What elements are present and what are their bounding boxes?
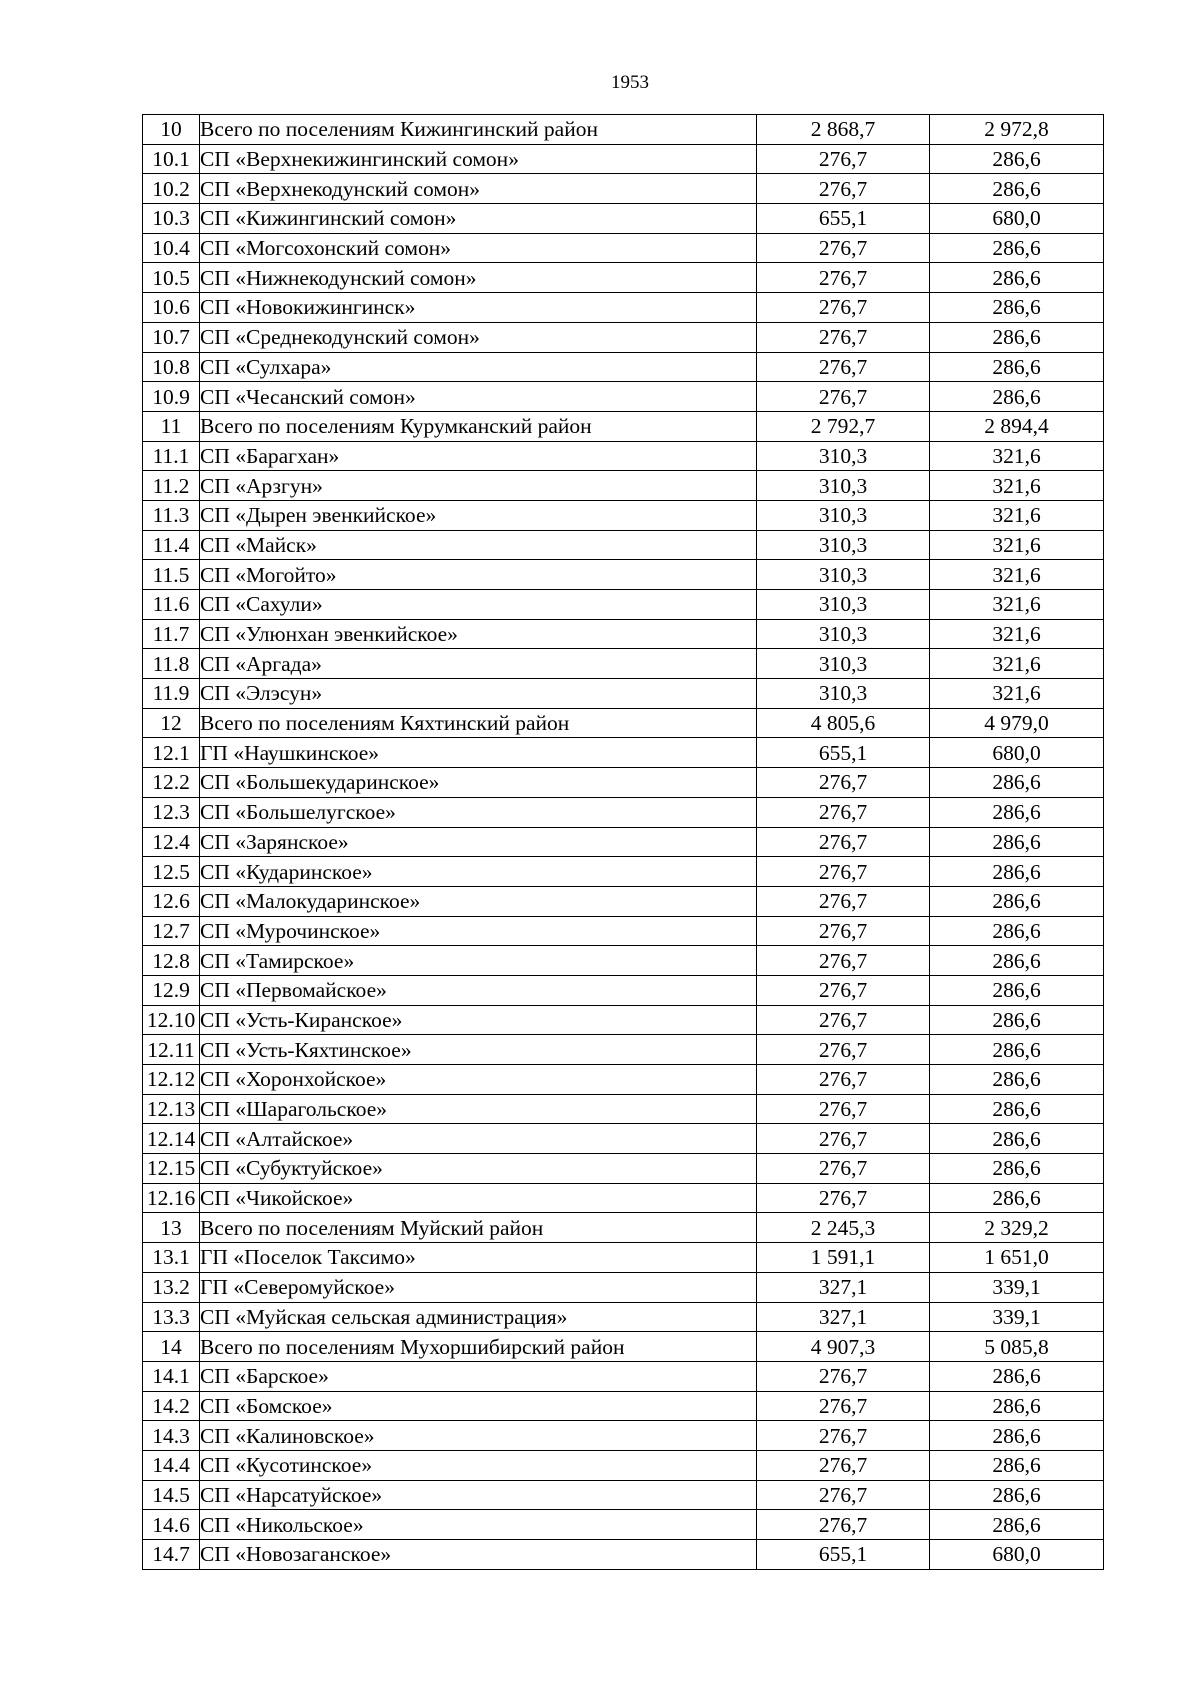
row-number: 11.1 [143, 441, 200, 471]
row-number: 13.3 [143, 1302, 200, 1332]
row-number: 11.2 [143, 471, 200, 501]
value-year-1: 276,7 [757, 768, 930, 798]
value-year-2: 286,6 [930, 1035, 1104, 1065]
row-number: 10.3 [143, 204, 200, 234]
value-year-1: 310,3 [757, 471, 930, 501]
settlement-name: СП «Большекударинское» [200, 768, 757, 798]
table-row [143, 322, 1104, 352]
value-year-1: 276,7 [757, 1005, 930, 1035]
settlement-name: СП «Усть-Кяхтинское» [200, 1035, 757, 1065]
value-year-1: 4 907,3 [757, 1332, 930, 1362]
settlement-name: СП «Кусотинское» [200, 1450, 757, 1480]
row-number: 14.3 [143, 1421, 200, 1451]
value-year-2: 339,1 [930, 1302, 1104, 1332]
table-row [143, 204, 1104, 234]
table-row [143, 1510, 1104, 1540]
value-year-2: 286,6 [930, 352, 1104, 382]
value-year-2: 680,0 [930, 738, 1104, 768]
value-year-1: 276,7 [757, 886, 930, 916]
value-year-1: 1 591,1 [757, 1243, 930, 1273]
settlement-name: СП «Дырен эвенкийское» [200, 500, 757, 530]
table-row [143, 946, 1104, 976]
settlement-name: СП «Элэсун» [200, 679, 757, 709]
row-number: 12.3 [143, 797, 200, 827]
settlement-name: СП «Сулхара» [200, 352, 757, 382]
row-number: 10.8 [143, 352, 200, 382]
table-row [143, 1124, 1104, 1154]
settlement-name: СП «Никольское» [200, 1510, 757, 1540]
settlement-name: ГП «Поселок Таксимо» [200, 1243, 757, 1273]
value-year-1: 276,7 [757, 1124, 930, 1154]
value-year-2: 286,6 [930, 1124, 1104, 1154]
value-year-1: 2 868,7 [757, 115, 930, 145]
value-year-1: 655,1 [757, 738, 930, 768]
table-row [143, 115, 1104, 145]
settlement-name: СП «Могсохонский сомон» [200, 233, 757, 263]
settlement-name: СП «Нарсатуйское» [200, 1480, 757, 1510]
row-number: 10.1 [143, 144, 200, 174]
settlement-name: СП «Новокижингинск» [200, 293, 757, 323]
value-year-2: 321,6 [930, 500, 1104, 530]
row-number: 11.6 [143, 590, 200, 620]
value-year-2: 286,6 [930, 1094, 1104, 1124]
row-number: 14.2 [143, 1391, 200, 1421]
value-year-2: 286,6 [930, 916, 1104, 946]
row-number: 12.1 [143, 738, 200, 768]
value-year-2: 321,6 [930, 471, 1104, 501]
row-number: 11.7 [143, 619, 200, 649]
settlement-name: СП «Хоронхойское» [200, 1065, 757, 1095]
row-number: 12.9 [143, 975, 200, 1005]
settlement-name: СП «Муйская сельская администрация» [200, 1302, 757, 1332]
row-number: 12.12 [143, 1065, 200, 1095]
value-year-1: 327,1 [757, 1302, 930, 1332]
table-row [143, 560, 1104, 590]
row-number: 10.5 [143, 263, 200, 293]
table-row [143, 1213, 1104, 1243]
value-year-2: 286,6 [930, 857, 1104, 887]
value-year-2: 321,6 [930, 619, 1104, 649]
table-body [143, 115, 1104, 1570]
value-year-2: 286,6 [930, 1154, 1104, 1184]
settlement-name: СП «Бомское» [200, 1391, 757, 1421]
table-row [143, 1183, 1104, 1213]
value-year-2: 286,6 [930, 382, 1104, 412]
value-year-2: 321,6 [930, 679, 1104, 709]
settlement-name: Всего по поселениям Курумканский район [200, 411, 757, 441]
value-year-1: 276,7 [757, 1154, 930, 1184]
table-row [143, 1421, 1104, 1451]
row-number: 14.7 [143, 1540, 200, 1570]
value-year-2: 2 972,8 [930, 115, 1104, 145]
table-row [143, 233, 1104, 263]
value-year-1: 276,7 [757, 1421, 930, 1451]
value-year-2: 2 894,4 [930, 411, 1104, 441]
value-year-2: 286,6 [930, 975, 1104, 1005]
value-year-1: 276,7 [757, 382, 930, 412]
table-row [143, 827, 1104, 857]
value-year-1: 276,7 [757, 827, 930, 857]
value-year-2: 286,6 [930, 1421, 1104, 1451]
settlement-name: СП «Майск» [200, 530, 757, 560]
value-year-1: 276,7 [757, 1450, 930, 1480]
settlement-name: СП «Алтайское» [200, 1124, 757, 1154]
value-year-2: 2 329,2 [930, 1213, 1104, 1243]
value-year-2: 286,6 [930, 233, 1104, 263]
value-year-1: 310,3 [757, 530, 930, 560]
settlement-name: СП «Чесанский сомон» [200, 382, 757, 412]
row-number: 14.1 [143, 1361, 200, 1391]
value-year-1: 310,3 [757, 649, 930, 679]
table-row [143, 293, 1104, 323]
value-year-2: 286,6 [930, 1005, 1104, 1035]
value-year-2: 286,6 [930, 293, 1104, 323]
table-row [143, 679, 1104, 709]
row-number: 13 [143, 1213, 200, 1243]
settlement-name: СП «Малокударинское» [200, 886, 757, 916]
value-year-2: 321,6 [930, 560, 1104, 590]
row-number: 14.5 [143, 1480, 200, 1510]
table-row [143, 886, 1104, 916]
table-row [143, 144, 1104, 174]
table-row [143, 857, 1104, 887]
table-row [143, 738, 1104, 768]
table-row [143, 174, 1104, 204]
value-year-2: 286,6 [930, 1183, 1104, 1213]
row-number: 11.3 [143, 500, 200, 530]
table-row [143, 1243, 1104, 1273]
value-year-1: 655,1 [757, 204, 930, 234]
settlement-name: СП «Новозаганское» [200, 1540, 757, 1570]
settlement-name: Всего по поселениям Кяхтинский район [200, 708, 757, 738]
value-year-2: 1 651,0 [930, 1243, 1104, 1273]
row-number: 12.11 [143, 1035, 200, 1065]
value-year-1: 310,3 [757, 590, 930, 620]
value-year-1: 276,7 [757, 946, 930, 976]
value-year-1: 276,7 [757, 1510, 930, 1540]
value-year-2: 339,1 [930, 1272, 1104, 1302]
settlement-name: СП «Арзгун» [200, 471, 757, 501]
value-year-1: 276,7 [757, 263, 930, 293]
row-number: 12.10 [143, 1005, 200, 1035]
value-year-1: 276,7 [757, 797, 930, 827]
settlement-name: СП «Большелугское» [200, 797, 757, 827]
settlement-name: Всего по поселениям Кижингинский район [200, 115, 757, 145]
row-number: 12.14 [143, 1124, 200, 1154]
value-year-2: 321,6 [930, 530, 1104, 560]
value-year-2: 286,6 [930, 144, 1104, 174]
settlement-name: Всего по поселениям Мухоршибирский район [200, 1332, 757, 1362]
table-row [143, 619, 1104, 649]
settlement-name: ГП «Наушкинское» [200, 738, 757, 768]
value-year-2: 286,6 [930, 1361, 1104, 1391]
value-year-1: 276,7 [757, 1035, 930, 1065]
row-number: 12 [143, 708, 200, 738]
value-year-2: 680,0 [930, 1540, 1104, 1570]
value-year-1: 276,7 [757, 857, 930, 887]
row-number: 10.2 [143, 174, 200, 204]
settlement-name: СП «Зарянское» [200, 827, 757, 857]
settlement-name: СП «Чикойское» [200, 1183, 757, 1213]
value-year-1: 310,3 [757, 619, 930, 649]
settlement-name: СП «Сахули» [200, 590, 757, 620]
settlement-name: СП «Верхнекодунский сомон» [200, 174, 757, 204]
value-year-2: 321,6 [930, 649, 1104, 679]
row-number: 12.15 [143, 1154, 200, 1184]
value-year-1: 310,3 [757, 560, 930, 590]
table-row [143, 471, 1104, 501]
value-year-2: 286,6 [930, 174, 1104, 204]
table-row [143, 1302, 1104, 1332]
table-row [143, 797, 1104, 827]
value-year-2: 286,6 [930, 1450, 1104, 1480]
table-row [143, 916, 1104, 946]
value-year-2: 286,6 [930, 797, 1104, 827]
row-number: 12.2 [143, 768, 200, 798]
settlement-name: ГП «Северомуйское» [200, 1272, 757, 1302]
value-year-2: 286,6 [930, 322, 1104, 352]
row-number: 14.4 [143, 1450, 200, 1480]
value-year-1: 276,7 [757, 1391, 930, 1421]
settlement-name: СП «Шарагольское» [200, 1094, 757, 1124]
settlement-name: СП «Верхнекижингинский сомон» [200, 144, 757, 174]
settlement-name: СП «Калиновское» [200, 1421, 757, 1451]
row-number: 10.6 [143, 293, 200, 323]
row-number: 10.4 [143, 233, 200, 263]
value-year-2: 286,6 [930, 946, 1104, 976]
row-number: 12.4 [143, 827, 200, 857]
value-year-1: 276,7 [757, 1065, 930, 1095]
row-number: 12.16 [143, 1183, 200, 1213]
settlement-name: СП «Барагхан» [200, 441, 757, 471]
value-year-1: 276,7 [757, 1361, 930, 1391]
value-year-1: 276,7 [757, 975, 930, 1005]
row-number: 13.2 [143, 1272, 200, 1302]
value-year-1: 327,1 [757, 1272, 930, 1302]
settlement-name: Всего по поселениям Муйский район [200, 1213, 757, 1243]
value-year-1: 276,7 [757, 293, 930, 323]
row-number: 11 [143, 411, 200, 441]
value-year-1: 276,7 [757, 916, 930, 946]
table-row [143, 1272, 1104, 1302]
value-year-1: 276,7 [757, 322, 930, 352]
settlement-name: СП «Улюнхан эвенкийское» [200, 619, 757, 649]
settlement-name: СП «Среднекодунский сомон» [200, 322, 757, 352]
settlement-name: СП «Мурочинское» [200, 916, 757, 946]
value-year-1: 276,7 [757, 1094, 930, 1124]
table-row [143, 1154, 1104, 1184]
table-row [143, 1480, 1104, 1510]
value-year-1: 2 245,3 [757, 1213, 930, 1243]
row-number: 11.8 [143, 649, 200, 679]
row-number: 12.5 [143, 857, 200, 887]
table-row [143, 1094, 1104, 1124]
value-year-1: 310,3 [757, 500, 930, 530]
settlement-name: СП «Кижингинский сомон» [200, 204, 757, 234]
row-number: 12.7 [143, 916, 200, 946]
row-number: 14.6 [143, 1510, 200, 1540]
value-year-1: 655,1 [757, 1540, 930, 1570]
settlement-name: СП «Первомайское» [200, 975, 757, 1005]
table-row [143, 1332, 1104, 1362]
table-row [143, 411, 1104, 441]
value-year-1: 276,7 [757, 144, 930, 174]
table-row [143, 352, 1104, 382]
table-row [143, 649, 1104, 679]
value-year-1: 2 792,7 [757, 411, 930, 441]
settlement-name: СП «Тамирское» [200, 946, 757, 976]
settlement-name: СП «Субуктуйское» [200, 1154, 757, 1184]
value-year-2: 286,6 [930, 263, 1104, 293]
table-row [143, 263, 1104, 293]
settlement-name: СП «Усть-Киранское» [200, 1005, 757, 1035]
value-year-1: 276,7 [757, 1480, 930, 1510]
table-row [143, 1065, 1104, 1095]
table-row [143, 1450, 1104, 1480]
value-year-2: 286,6 [930, 1391, 1104, 1421]
settlement-name: СП «Нижнекодунский сомон» [200, 263, 757, 293]
settlement-name: СП «Кударинское» [200, 857, 757, 887]
value-year-2: 286,6 [930, 827, 1104, 857]
value-year-2: 286,6 [930, 886, 1104, 916]
settlements-table [142, 114, 1104, 1570]
row-number: 14 [143, 1332, 200, 1362]
value-year-1: 4 805,6 [757, 708, 930, 738]
row-number: 11.9 [143, 679, 200, 709]
table-row [143, 590, 1104, 620]
value-year-1: 310,3 [757, 679, 930, 709]
value-year-1: 276,7 [757, 1183, 930, 1213]
row-number: 10 [143, 115, 200, 145]
row-number: 10.7 [143, 322, 200, 352]
value-year-1: 276,7 [757, 174, 930, 204]
row-number: 11.5 [143, 560, 200, 590]
table-row [143, 1035, 1104, 1065]
page-number: 1953 [611, 72, 649, 93]
row-number: 12.6 [143, 886, 200, 916]
row-number: 11.4 [143, 530, 200, 560]
table-row [143, 441, 1104, 471]
value-year-1: 310,3 [757, 441, 930, 471]
settlement-name: СП «Аргада» [200, 649, 757, 679]
table-row [143, 975, 1104, 1005]
value-year-2: 286,6 [930, 1510, 1104, 1540]
value-year-2: 321,6 [930, 590, 1104, 620]
value-year-2: 286,6 [930, 1480, 1104, 1510]
value-year-2: 5 085,8 [930, 1332, 1104, 1362]
settlement-name: СП «Барское» [200, 1361, 757, 1391]
value-year-2: 4 979,0 [930, 708, 1104, 738]
table-row [143, 1540, 1104, 1570]
value-year-2: 680,0 [930, 204, 1104, 234]
value-year-2: 321,6 [930, 441, 1104, 471]
table-row [143, 708, 1104, 738]
table-row [143, 768, 1104, 798]
value-year-1: 276,7 [757, 233, 930, 263]
table-row [143, 1361, 1104, 1391]
row-number: 12.13 [143, 1094, 200, 1124]
table-row [143, 1391, 1104, 1421]
value-year-2: 286,6 [930, 768, 1104, 798]
row-number: 10.9 [143, 382, 200, 412]
value-year-1: 276,7 [757, 352, 930, 382]
table-row [143, 500, 1104, 530]
table-row [143, 530, 1104, 560]
row-number: 12.8 [143, 946, 200, 976]
settlement-name: СП «Могойто» [200, 560, 757, 590]
table-row [143, 382, 1104, 412]
row-number: 13.1 [143, 1243, 200, 1273]
value-year-2: 286,6 [930, 1065, 1104, 1095]
table-row [143, 1005, 1104, 1035]
